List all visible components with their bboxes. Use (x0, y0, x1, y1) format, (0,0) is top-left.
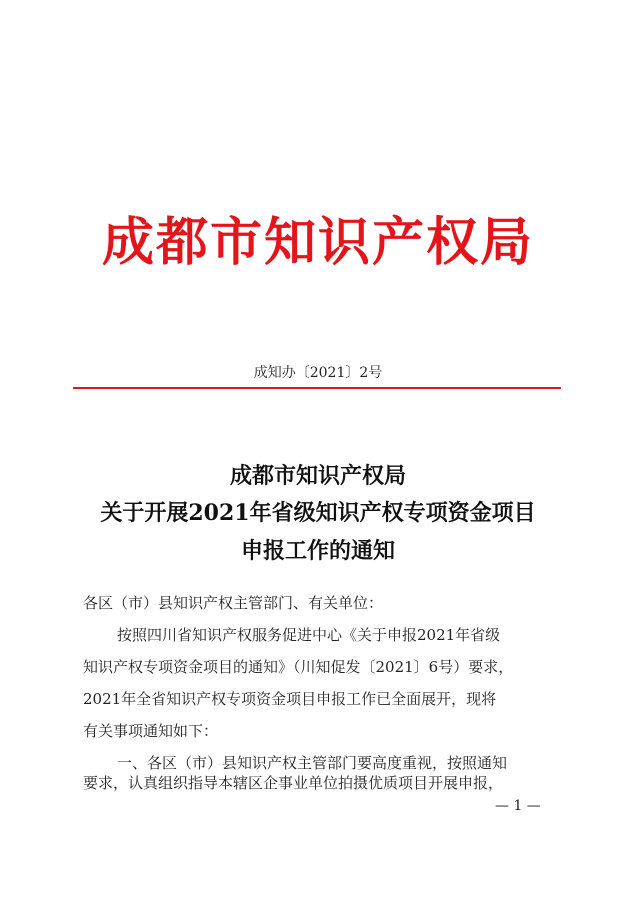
paragraph-1-line-1: 按照四川省知识产权服务促进中心《关于申报2021年省级 (117, 626, 501, 644)
paragraph-2-line-1: 一、各区（市）县知识产权主管部门要高度重视，按照通知 (117, 754, 508, 772)
paragraph-2-line-2: 要求，认真组织指导本辖区企事业单位拍摄优质项目开展申报， (83, 774, 504, 792)
page-number: — 1 — (495, 798, 541, 814)
title-line-3: 申报工作的通知 (240, 538, 395, 564)
paragraph-1-line-4: 有关事项通知如下： (83, 722, 219, 740)
issuing-authority-header: 成都市知识产权局 (101, 212, 534, 273)
paragraph-1-line-3: 2021年全省知识产权专项资金项目申报工作已全面展开，现将 (83, 690, 497, 708)
title-line-1: 成都市知识产权局 (229, 463, 406, 489)
salutation: 各区（市）县知识产权主管部门、有关单位： (83, 594, 384, 612)
red-separator-line (73, 387, 561, 389)
title-line-2: 关于开展2021年省级知识产权专项资金项目 (100, 500, 536, 526)
document-number: 成知办〔2021〕2号 (253, 365, 383, 381)
paragraph-1-line-2: 知识产权专项资金项目的通知》（川知促发〔2021〕6号）要求， (83, 658, 514, 676)
